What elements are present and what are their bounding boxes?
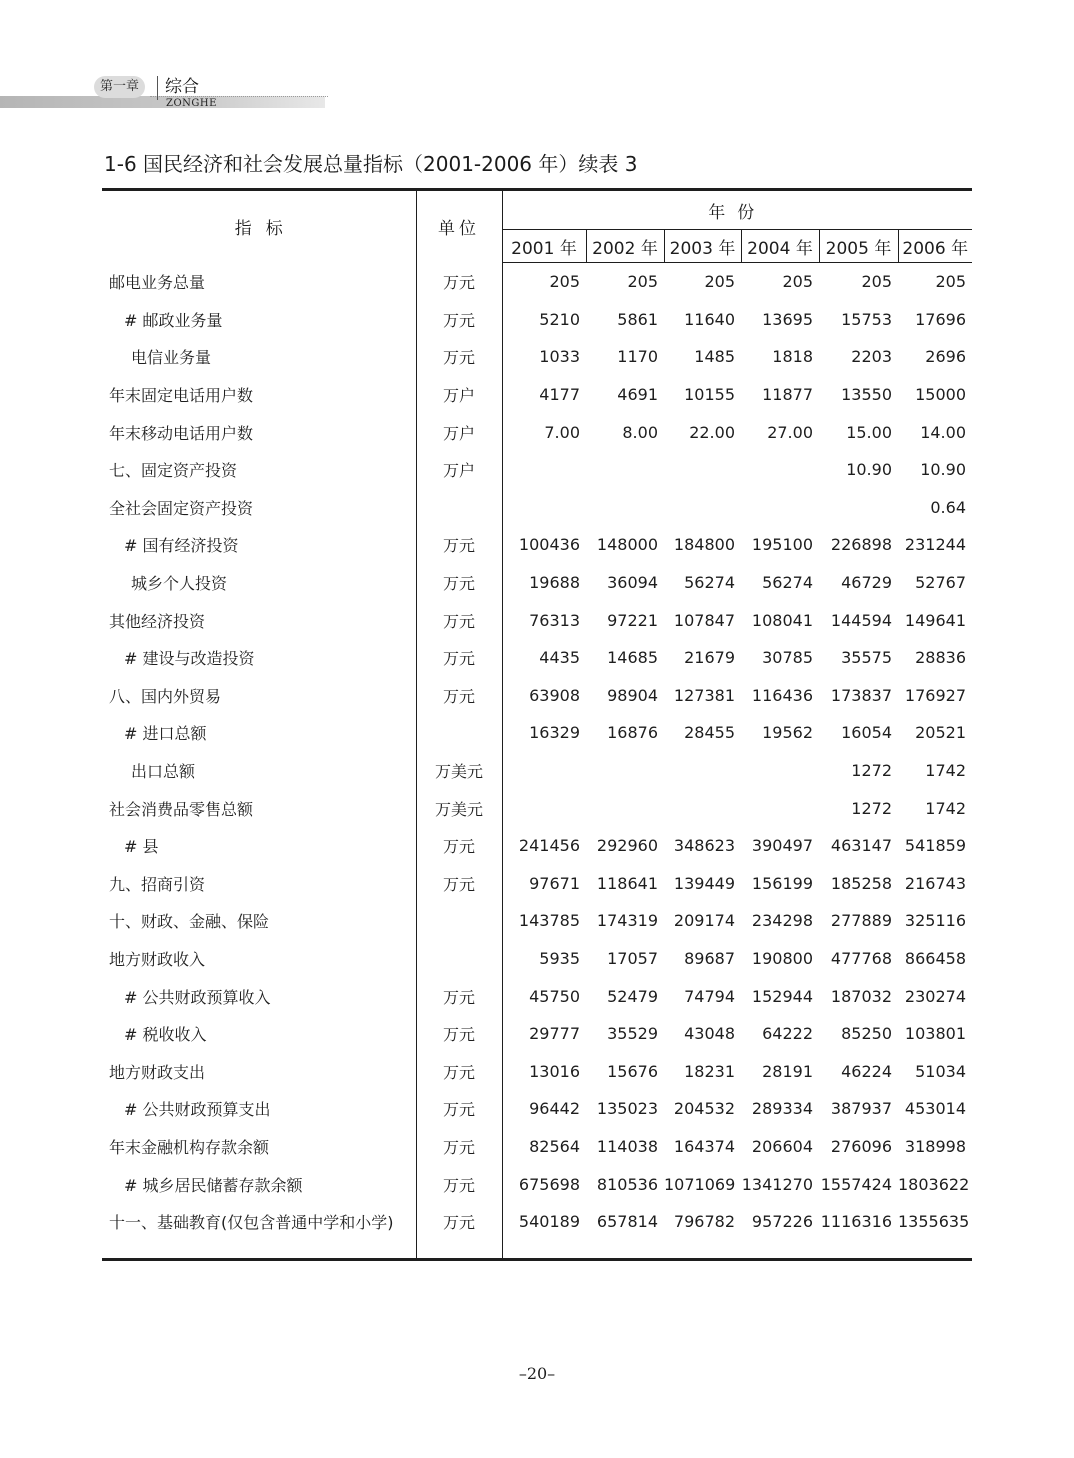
value-cell: 195100 <box>751 535 813 555</box>
value-cell: 204532 <box>673 1099 735 1119</box>
unit-cell <box>416 940 502 978</box>
indicator-cell: # 公共财政预算支出 <box>102 1090 416 1128</box>
value-cell: 148000 <box>596 535 658 555</box>
value-cell: 1272 <box>851 761 892 781</box>
spacer-cell <box>664 1240 741 1260</box>
indicator-cell: 年末移动电话用户数 <box>102 413 416 451</box>
unit-cell <box>416 714 502 752</box>
header-band <box>0 96 325 108</box>
header-year-cell: 2003 年 <box>664 230 741 263</box>
value-cell: 107847 <box>673 610 735 630</box>
unit-cell: 万美元 <box>416 752 502 790</box>
value-cell: 205 <box>549 272 580 292</box>
value-cell: 10.90 <box>920 460 966 480</box>
value-cell: 143785 <box>518 911 580 931</box>
unit-cell: 万元 <box>416 639 502 677</box>
value-cell: 810536 <box>596 1174 658 1194</box>
value-cell: 18231 <box>684 1061 735 1081</box>
value-cell: 16054 <box>841 723 892 743</box>
value-cell: 11640 <box>684 309 735 329</box>
value-cell: 209174 <box>673 911 735 931</box>
value-cell: 387937 <box>830 1099 892 1119</box>
unit-cell: 万元 <box>416 564 502 602</box>
indicator-cell: 出口总额 <box>102 752 416 790</box>
header-unit: 单位 <box>416 190 502 263</box>
table-row <box>102 413 972 451</box>
header-year-cell: 2005 年 <box>819 230 898 263</box>
value-cell: 139449 <box>673 873 735 893</box>
value-cell: 46224 <box>841 1061 892 1081</box>
unit-cell <box>416 489 502 527</box>
value-cell: 43048 <box>684 1024 735 1044</box>
table-row <box>102 1015 972 1053</box>
value-cell: 4691 <box>617 385 658 405</box>
chapter-subtitle: ZONGHE <box>166 98 217 109</box>
unit-cell: 万元 <box>416 601 502 639</box>
value-cell <box>586 752 664 790</box>
spacer-cell <box>586 1240 664 1260</box>
indicator-cell: 九、招商引资 <box>102 865 416 903</box>
value-cell: 205 <box>704 272 735 292</box>
indicator-cell: 地方财政收入 <box>102 940 416 978</box>
table-row <box>102 489 972 527</box>
value-cell: 152944 <box>751 986 813 1006</box>
value-cell: 276096 <box>830 1136 892 1156</box>
value-cell: 36094 <box>607 573 658 593</box>
value-cell: 957226 <box>751 1212 813 1232</box>
unit-cell: 万元 <box>416 1015 502 1053</box>
spacer-cell <box>819 1240 898 1260</box>
value-cell <box>586 451 664 489</box>
value-cell: 325116 <box>904 911 966 931</box>
value-cell: 1485 <box>694 347 735 367</box>
value-cell: 45750 <box>529 986 580 1006</box>
value-cell: 28836 <box>915 648 966 668</box>
value-cell <box>586 789 664 827</box>
unit-cell: 万元 <box>416 1128 502 1166</box>
header-year-cell: 2001 年 <box>502 230 586 263</box>
value-cell: 28191 <box>762 1061 813 1081</box>
value-cell: 226898 <box>830 535 892 555</box>
value-cell: 22.00 <box>689 422 735 442</box>
indicator-cell: 邮电业务总量 <box>102 263 416 301</box>
value-cell: 205 <box>782 272 813 292</box>
value-cell <box>502 752 586 790</box>
value-cell: 10155 <box>684 385 735 405</box>
indicator-cell: # 税收收入 <box>102 1015 416 1053</box>
table-title: 1-6 国民经济和社会发展总量指标（2001-2006 年）续表 3 <box>104 152 638 176</box>
value-cell: 108041 <box>751 610 813 630</box>
value-cell: 20521 <box>915 723 966 743</box>
indicator-cell: 年末固定电话用户数 <box>102 376 416 414</box>
value-cell: 21679 <box>684 648 735 668</box>
value-cell: 85250 <box>841 1024 892 1044</box>
table-row <box>102 564 972 602</box>
value-cell: 97221 <box>607 610 658 630</box>
unit-cell: 万元 <box>416 263 502 301</box>
value-cell: 1742 <box>925 761 966 781</box>
value-cell: 100436 <box>518 535 580 555</box>
value-cell: 17696 <box>915 309 966 329</box>
value-cell: 463147 <box>830 836 892 856</box>
value-cell: 205 <box>935 272 966 292</box>
spacer-cell <box>102 1240 416 1260</box>
indicator-cell: 八、国内外贸易 <box>102 677 416 715</box>
header-indicator: 指标 <box>102 190 416 263</box>
table-row <box>102 789 972 827</box>
value-cell: 185258 <box>830 873 892 893</box>
value-cell: 318998 <box>904 1136 966 1156</box>
value-cell: 234298 <box>751 911 813 931</box>
table-row <box>102 376 972 414</box>
value-cell: 541859 <box>904 836 966 856</box>
unit-cell: 万元 <box>416 1052 502 1090</box>
value-cell: 206604 <box>751 1136 813 1156</box>
value-cell: 289334 <box>751 1099 813 1119</box>
unit-cell: 万美元 <box>416 789 502 827</box>
value-cell <box>586 489 664 527</box>
indicator-cell: 全社会固定资产投资 <box>102 489 416 527</box>
value-cell: 15000 <box>915 385 966 405</box>
value-cell: 19562 <box>762 723 813 743</box>
value-cell: 1071069 <box>664 1174 736 1194</box>
value-cell: 15753 <box>841 309 892 329</box>
value-cell: 1272 <box>851 798 892 818</box>
unit-cell: 万户 <box>416 376 502 414</box>
value-cell: 205 <box>627 272 658 292</box>
value-cell: 116436 <box>751 685 813 705</box>
value-cell: 27.00 <box>767 422 813 442</box>
value-cell: 98904 <box>607 685 658 705</box>
table-body <box>102 263 972 1260</box>
value-cell: 15.00 <box>846 422 892 442</box>
value-cell: 14.00 <box>920 422 966 442</box>
chapter-separator <box>157 76 158 100</box>
value-cell: 156199 <box>751 873 813 893</box>
value-cell: 74794 <box>684 986 735 1006</box>
value-cell <box>741 451 819 489</box>
value-cell: 477768 <box>830 948 892 968</box>
value-cell: 10.90 <box>846 460 892 480</box>
table-row <box>102 301 972 339</box>
value-cell: 118641 <box>596 873 658 893</box>
value-cell: 173837 <box>830 685 892 705</box>
indicator-cell: # 国有经济投资 <box>102 526 416 564</box>
value-cell: 82564 <box>529 1136 580 1156</box>
value-cell: 657814 <box>596 1212 658 1232</box>
value-cell <box>664 789 741 827</box>
table-row <box>102 1165 972 1203</box>
table-row <box>102 451 972 489</box>
value-cell: 56274 <box>762 573 813 593</box>
value-cell: 796782 <box>673 1212 735 1232</box>
value-cell: 1116316 <box>820 1212 892 1232</box>
table-row <box>102 827 972 865</box>
value-cell: 15676 <box>607 1061 658 1081</box>
indicator-cell: 地方财政支出 <box>102 1052 416 1090</box>
value-cell <box>502 451 586 489</box>
value-cell <box>664 489 741 527</box>
value-cell <box>502 489 586 527</box>
unit-cell: 万元 <box>416 865 502 903</box>
indicator-cell: # 城乡居民储蓄存款余额 <box>102 1165 416 1203</box>
table-spacer-row <box>102 1240 972 1260</box>
value-cell: 103801 <box>904 1024 966 1044</box>
indicator-cell: 十、财政、金融、保险 <box>102 902 416 940</box>
value-cell: 1803622 <box>898 1174 970 1194</box>
value-cell: 348623 <box>673 836 735 856</box>
value-cell: 2696 <box>925 347 966 367</box>
table-row <box>102 526 972 564</box>
value-cell: 17057 <box>607 948 658 968</box>
unit-cell: 万户 <box>416 451 502 489</box>
value-cell: 540189 <box>518 1212 580 1232</box>
value-cell <box>741 489 819 527</box>
header-year-cell: 2006 年 <box>898 230 972 263</box>
unit-cell: 万元 <box>416 526 502 564</box>
value-cell: 390497 <box>751 836 813 856</box>
value-cell: 0.64 <box>930 497 966 517</box>
chapter-badge: 第一章 <box>94 76 145 98</box>
value-cell: 97671 <box>529 873 580 893</box>
table-row <box>102 338 972 376</box>
indicator-cell: 电信业务量 <box>102 338 416 376</box>
value-cell: 63908 <box>529 685 580 705</box>
value-cell: 13016 <box>529 1061 580 1081</box>
header-years-group: 年份 <box>502 190 972 230</box>
value-cell: 5935 <box>539 948 580 968</box>
indicator-cell: 社会消费品零售总额 <box>102 789 416 827</box>
page-number: –20– <box>518 1364 556 1383</box>
value-cell: 13695 <box>762 309 813 329</box>
indicator-cell: # 进口总额 <box>102 714 416 752</box>
unit-cell: 万元 <box>416 977 502 1015</box>
value-cell: 1355635 <box>898 1212 970 1232</box>
value-cell: 149641 <box>904 610 966 630</box>
value-cell: 5210 <box>539 309 580 329</box>
unit-cell: 万元 <box>416 1203 502 1241</box>
value-cell: 14685 <box>607 648 658 668</box>
indicator-cell: # 邮政业务量 <box>102 301 416 339</box>
chapter-title: 综合 <box>165 77 199 97</box>
table-row <box>102 1052 972 1090</box>
value-cell: 29777 <box>529 1024 580 1044</box>
value-cell: 28455 <box>684 723 735 743</box>
value-cell: 241456 <box>518 836 580 856</box>
value-cell: 184800 <box>673 535 735 555</box>
value-cell: 230274 <box>904 986 966 1006</box>
value-cell: 1341270 <box>741 1174 813 1194</box>
indicator-cell: # 公共财政预算收入 <box>102 977 416 1015</box>
table-row <box>102 752 972 790</box>
table-row <box>102 1128 972 1166</box>
table-row <box>102 639 972 677</box>
value-cell: 866458 <box>904 948 966 968</box>
value-cell: 89687 <box>684 948 735 968</box>
value-cell: 35575 <box>841 648 892 668</box>
value-cell: 277889 <box>830 911 892 931</box>
value-cell: 127381 <box>673 685 735 705</box>
table-row <box>102 601 972 639</box>
value-cell: 205 <box>861 272 892 292</box>
value-cell: 135023 <box>596 1099 658 1119</box>
value-cell: 164374 <box>673 1136 735 1156</box>
value-cell: 176927 <box>904 685 966 705</box>
indicator-cell: 七、固定资产投资 <box>102 451 416 489</box>
value-cell: 1170 <box>617 347 658 367</box>
value-cell: 675698 <box>518 1174 580 1194</box>
value-cell: 19688 <box>529 573 580 593</box>
spacer-cell <box>502 1240 586 1260</box>
value-cell: 11877 <box>762 385 813 405</box>
unit-cell: 万元 <box>416 827 502 865</box>
value-cell: 16329 <box>529 723 580 743</box>
table-row <box>102 714 972 752</box>
header-year-cell: 2002 年 <box>586 230 664 263</box>
indicator-cell: 其他经济投资 <box>102 601 416 639</box>
table-row <box>102 940 972 978</box>
value-cell: 1557424 <box>820 1174 892 1194</box>
unit-cell: 万元 <box>416 1165 502 1203</box>
value-cell <box>741 789 819 827</box>
value-cell: 13550 <box>841 385 892 405</box>
value-cell <box>819 489 898 527</box>
unit-cell: 万元 <box>416 677 502 715</box>
unit-cell: 万元 <box>416 338 502 376</box>
indicator-cell: # 建设与改造投资 <box>102 639 416 677</box>
unit-cell: 万户 <box>416 413 502 451</box>
spacer-cell <box>898 1240 972 1260</box>
indicator-cell: 年末金融机构存款余额 <box>102 1128 416 1166</box>
value-cell: 144594 <box>830 610 892 630</box>
spacer-cell <box>416 1240 502 1260</box>
table-row <box>102 1203 972 1241</box>
table-row <box>102 865 972 903</box>
value-cell: 2203 <box>851 347 892 367</box>
value-cell <box>502 789 586 827</box>
value-cell: 16876 <box>607 723 658 743</box>
value-cell: 35529 <box>607 1024 658 1044</box>
value-cell: 1818 <box>772 347 813 367</box>
value-cell: 52479 <box>607 986 658 1006</box>
value-cell: 1742 <box>925 798 966 818</box>
value-cell: 292960 <box>596 836 658 856</box>
value-cell <box>664 752 741 790</box>
value-cell: 5861 <box>617 309 658 329</box>
value-cell <box>664 451 741 489</box>
value-cell: 453014 <box>904 1099 966 1119</box>
value-cell: 46729 <box>841 573 892 593</box>
unit-cell: 万元 <box>416 1090 502 1128</box>
value-cell: 64222 <box>762 1024 813 1044</box>
table-row <box>102 263 972 301</box>
value-cell: 216743 <box>904 873 966 893</box>
unit-cell: 万元 <box>416 301 502 339</box>
table-row <box>102 977 972 1015</box>
table-row <box>102 677 972 715</box>
value-cell: 76313 <box>529 610 580 630</box>
table-row <box>102 902 972 940</box>
value-cell: 190800 <box>751 948 813 968</box>
statistics-table <box>102 188 972 1261</box>
value-cell: 7.00 <box>544 422 580 442</box>
value-cell: 174319 <box>596 911 658 931</box>
unit-cell <box>416 902 502 940</box>
value-cell: 56274 <box>684 573 735 593</box>
spacer-cell <box>741 1240 819 1260</box>
value-cell: 114038 <box>596 1136 658 1156</box>
value-cell: 30785 <box>762 648 813 668</box>
indicator-cell: # 县 <box>102 827 416 865</box>
value-cell <box>741 752 819 790</box>
value-cell: 4435 <box>539 648 580 668</box>
value-cell: 51034 <box>915 1061 966 1081</box>
value-cell: 4177 <box>539 385 580 405</box>
indicator-cell: 城乡个人投资 <box>102 564 416 602</box>
indicator-cell: 十一、基础教育(仅包含普通中学和小学) <box>102 1203 416 1241</box>
value-cell: 96442 <box>529 1099 580 1119</box>
value-cell: 1033 <box>539 347 580 367</box>
value-cell: 187032 <box>830 986 892 1006</box>
header-year-cell: 2004 年 <box>741 230 819 263</box>
value-cell: 8.00 <box>622 422 658 442</box>
table-row <box>102 1090 972 1128</box>
value-cell: 231244 <box>904 535 966 555</box>
value-cell: 52767 <box>915 573 966 593</box>
